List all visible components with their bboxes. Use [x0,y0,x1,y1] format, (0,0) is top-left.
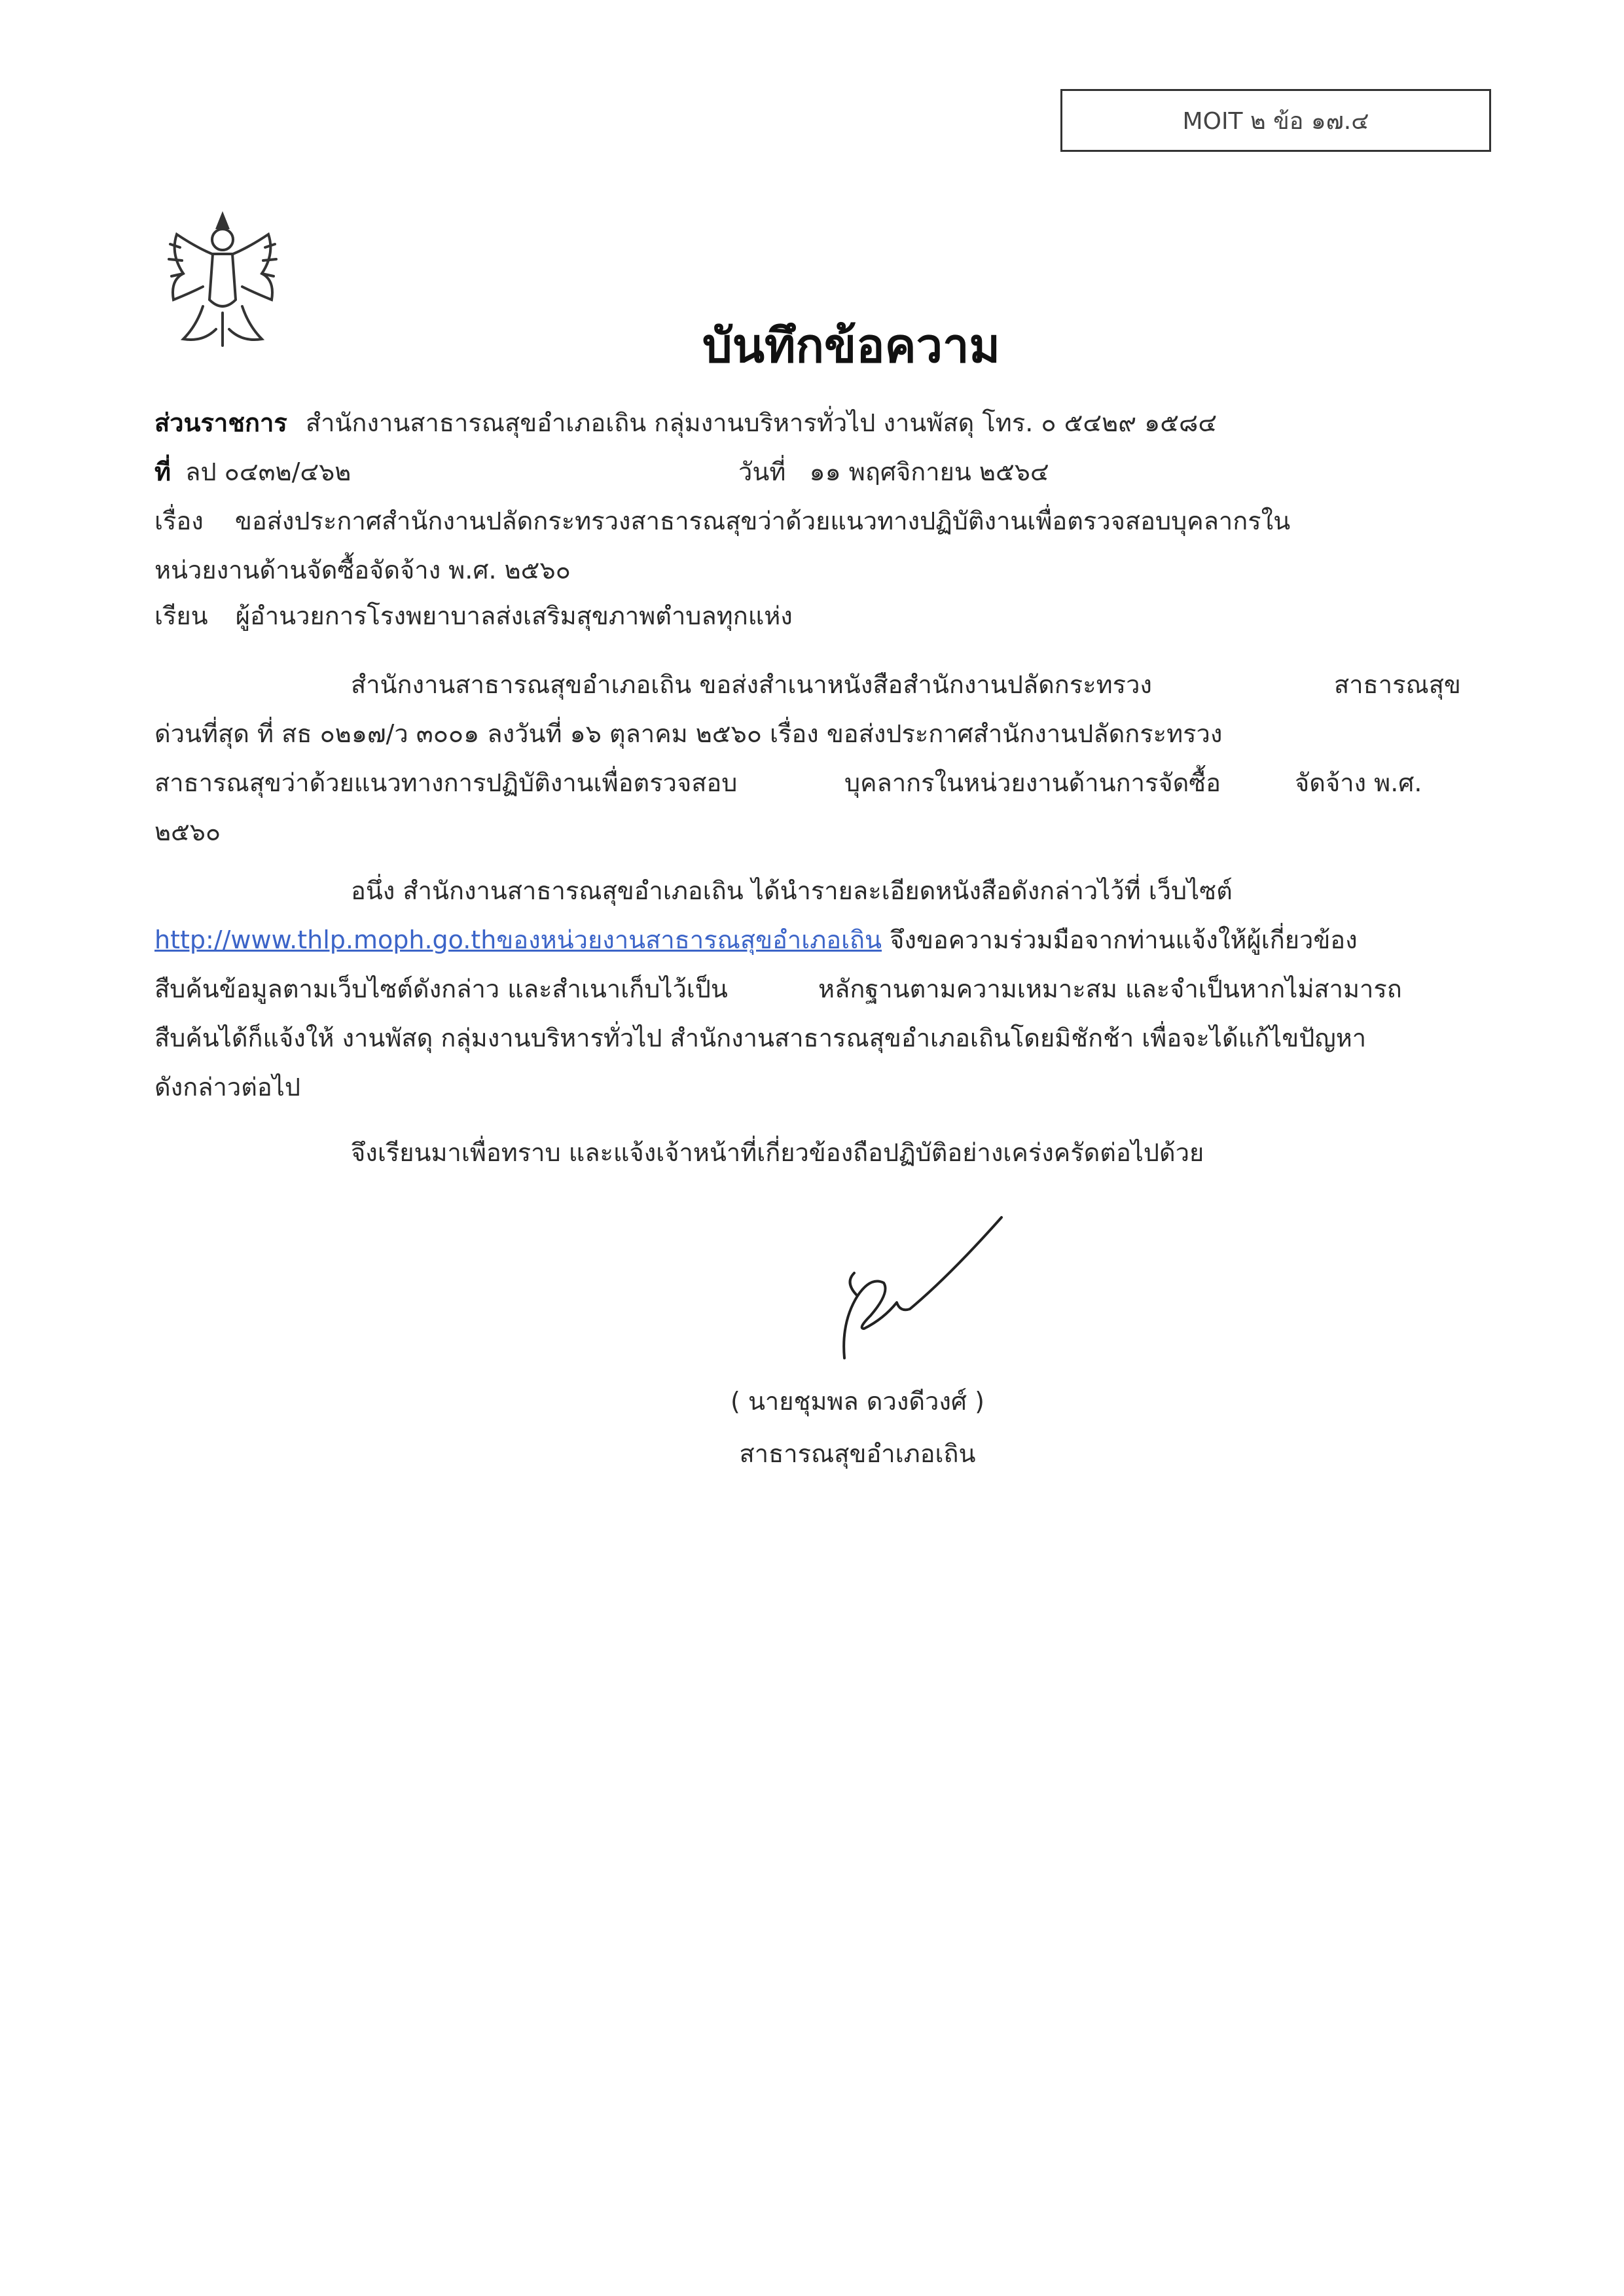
p1-line-1b: สาธารณสุข [1334,670,1461,699]
agency-line [154,403,1217,442]
ref-label: ที่ [154,457,171,486]
date-label: วันที่ [738,457,786,486]
p2-line-5: ดังกล่าวต่อไป [154,1073,300,1102]
agency-label: ส่วนราชการ [154,408,287,437]
p2-line-1: อนึ่ง สำนักงานสาธารณสุขอำเภอเถิน ได้นำรายละเอียดหนังสือดังกล่าวไว้ที่ เว็บไซต์ [351,876,1233,905]
ref-value: ลป ๐๔๓๒/๔๖๒ [185,457,352,486]
p2-line-3b: หลักฐานตามความเหมาะสม และจำเป็นหากไม่สามารถ [818,975,1402,1003]
agency-value: สำนักงานสาธารณสุขอำเภอเถิน กลุ่มงานบริหารทั่วไป งานพัสดุ โทร. ๐ ๕๔๒๙ ๑๕๘๔ [305,408,1218,437]
subject-line-2: หน่วยงานด้านจัดซื้อจัดจ้าง พ.ศ. ๒๕๖๐ [154,556,571,584]
p1-line-3c: จัดจ้าง พ.ศ. [1295,768,1422,797]
signature-graphic [818,1204,1028,1374]
to-value: ผู้อำนวยการโรงพยาบาลส่งเสริมสุขภาพตำบลทุกแห่ง [235,601,793,630]
p2-line-2-rest: จึงขอความร่วมมือจากท่านแจ้งให้ผู้เกี่ยวข้อง [882,925,1358,954]
p2-line-4: สืบค้นได้ก็แจ้งให้ งานพัสดุ กลุ่มงานบริหารทั่วไป สำนักงานสาธารณสุขอำเภอเถินโดยมิชักช้า เพื่อจะได้แก้ไขปัญหา [154,1024,1367,1052]
reference-line [154,452,351,492]
moit-label-box [1060,89,1491,152]
p1-line-3a: สาธารณสุขว่าด้วยแนวทางการปฏิบัติงานเพื่อตรวจสอบ [154,768,738,797]
subject-line [154,501,1290,541]
p1-line-2: ด่วนที่สุด ที่ สธ ๐๒๑๗/ว ๓๐๐๑ ลงวันที่ ๑๖ ตุลาคม ๒๕๖๐ เรื่อง ขอส่งประกาศสำนักงานปลัดกระทรวง [154,719,1223,748]
to-label: เรียน [154,601,208,630]
to-line [154,596,793,636]
subject-label: เรื่อง [154,507,204,535]
p1-line-3b: บุคลากรในหน่วยงานด้านการจัดซื้อ [844,768,1221,797]
p2-line-3a: สืบค้นข้อมูลตามเว็บไซต์ดังกล่าว และสำเนาเก็บไว้เป็น [154,975,728,1003]
signer-position: สาธารณสุขอำเภอเถิน [739,1439,976,1468]
subject-value: ขอส่งประกาศสำนักงานปลัดกระทรวงสาธารณสุขว่าด้วยแนวทางปฏิบัติงานเพื่อตรวจสอบบุคลากรใน [234,507,1291,535]
closing-paragraph: จึงเรียนมาเพื่อทราบ และแจ้งเจ้าหน้าที่เกี่ยวข้องถือปฏิบัติอย่างเคร่งครัดต่อไปด้วย [351,1138,1204,1167]
date-value: ๑๑ พฤศจิกายน ๒๕๖๔ [809,457,1049,486]
moit-label: MOIT ๒ ข้อ ๑๗.๔ [1182,107,1369,135]
memo-title: บันทึกข้อความ [702,318,1000,373]
p1-line-1a: สำนักงานสาธารณสุขอำเภอเถิน ขอส่งสำเนาหนังสือสำนักงานปลัดกระทรวง [351,670,1152,699]
signer-name: ( นายชุมพล ดวงดีวงศ์ ) [731,1387,984,1416]
p2-line-2 [154,920,1358,960]
p1-line-4: ๒๕๖๐ [154,817,221,846]
date-line [738,452,1049,492]
website-link[interactable]: http://www.thlp.moph.go.thของหน่วยงานสาธารณสุขอำเภอเถิน [154,925,882,954]
